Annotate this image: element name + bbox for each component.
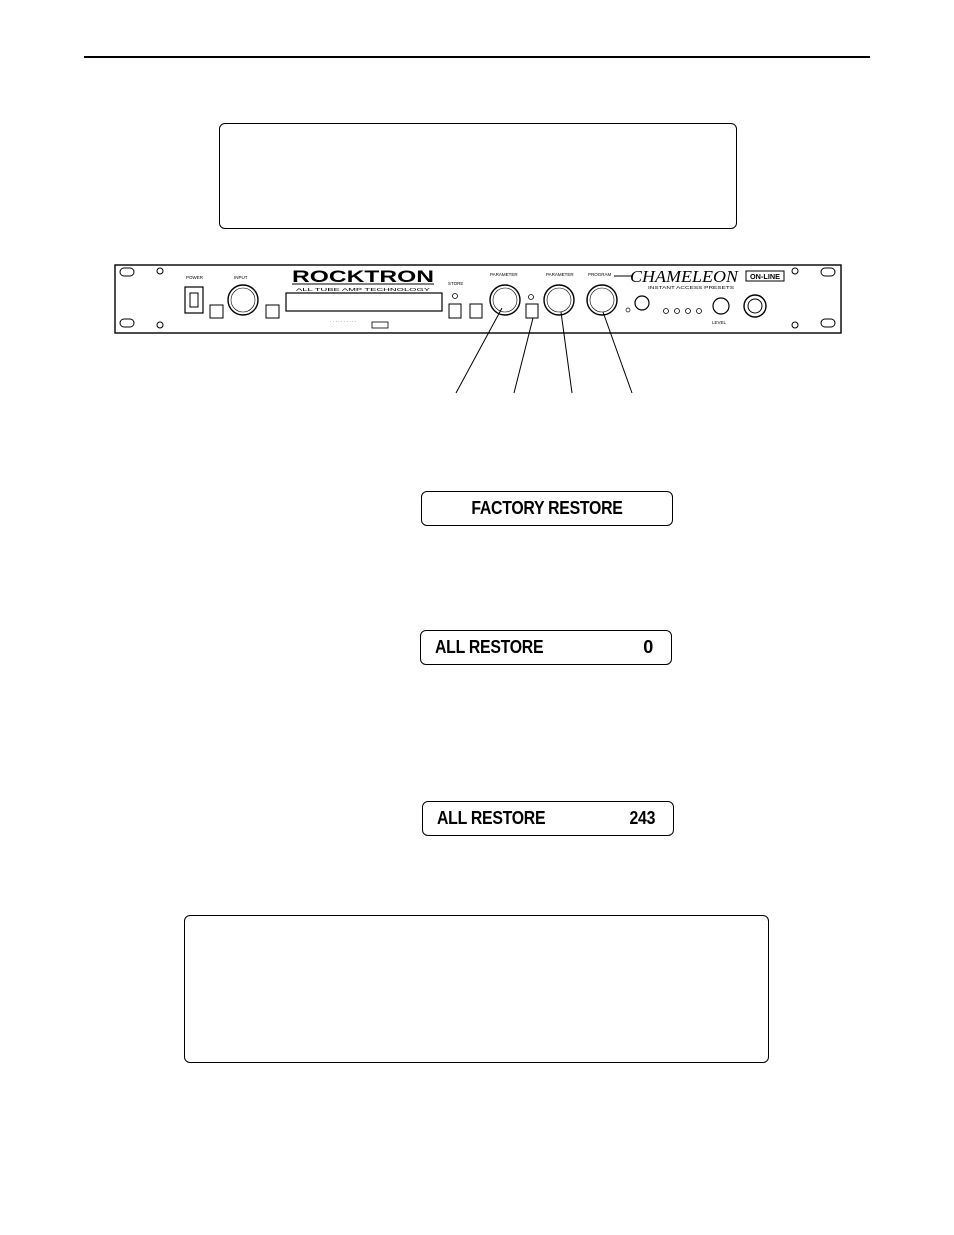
panel-led bbox=[529, 295, 534, 300]
lcd-factory-text: FACTORY RESTORE bbox=[471, 498, 623, 518]
screw bbox=[792, 322, 798, 328]
rack-slot bbox=[120, 268, 134, 276]
lcd-all-restore-value: 0 bbox=[643, 637, 653, 657]
parameter-knob bbox=[490, 285, 520, 315]
panel-caption: · · · · · · · · · · bbox=[330, 319, 357, 324]
rack-slot bbox=[821, 319, 835, 327]
input-label: INPUT bbox=[234, 275, 248, 280]
lcd-all-restore-label: ALL RESTORE bbox=[435, 637, 544, 657]
status-led bbox=[697, 309, 702, 314]
lcd-factory-restore bbox=[421, 491, 673, 526]
parameter-label: PARAMETER bbox=[490, 272, 518, 277]
power-label: POWER bbox=[186, 275, 204, 280]
value-label: PARAMETER bbox=[546, 272, 574, 277]
level-label: LEVEL bbox=[712, 320, 727, 325]
status-led bbox=[675, 309, 680, 314]
lcd-all-restore-value: 243 bbox=[629, 808, 655, 828]
rack-slot bbox=[120, 319, 134, 327]
program-label: PROGRAM bbox=[588, 272, 612, 277]
tap-button bbox=[210, 305, 223, 318]
note-box-bottom bbox=[184, 915, 769, 1063]
lcd-all-restore-start bbox=[420, 630, 672, 665]
store-button bbox=[449, 304, 461, 318]
lcd-all-restore-end bbox=[422, 801, 674, 836]
brand-subtitle: ALL TUBE AMP TECHNOLOGY bbox=[296, 287, 430, 292]
level-knob bbox=[713, 298, 729, 314]
screw bbox=[792, 268, 798, 274]
program-knob bbox=[587, 285, 617, 315]
small-button bbox=[526, 304, 538, 318]
store-led bbox=[453, 294, 458, 299]
panel-display-window bbox=[286, 293, 442, 311]
input-knob bbox=[228, 285, 258, 315]
rack-slot bbox=[821, 268, 835, 276]
phones-jack bbox=[744, 295, 766, 317]
product-logo: CHAMELEON bbox=[630, 267, 740, 286]
online-badge-text: ON-LINE bbox=[750, 274, 781, 281]
output-knob bbox=[635, 296, 649, 310]
store-label: STORE bbox=[448, 281, 464, 286]
screw bbox=[157, 268, 163, 274]
screw bbox=[157, 322, 163, 328]
lcd-all-restore-label: ALL RESTORE bbox=[437, 808, 546, 828]
status-led bbox=[664, 309, 669, 314]
brand-logo: ROCKTRON bbox=[292, 267, 434, 286]
value-knob bbox=[544, 285, 574, 315]
select-button bbox=[266, 305, 279, 318]
status-led bbox=[686, 309, 691, 314]
exit-button bbox=[470, 304, 482, 318]
front-panel-illustration bbox=[0, 0, 954, 420]
product-subtitle: INSTANT ACCESS PRESETS bbox=[648, 285, 734, 290]
